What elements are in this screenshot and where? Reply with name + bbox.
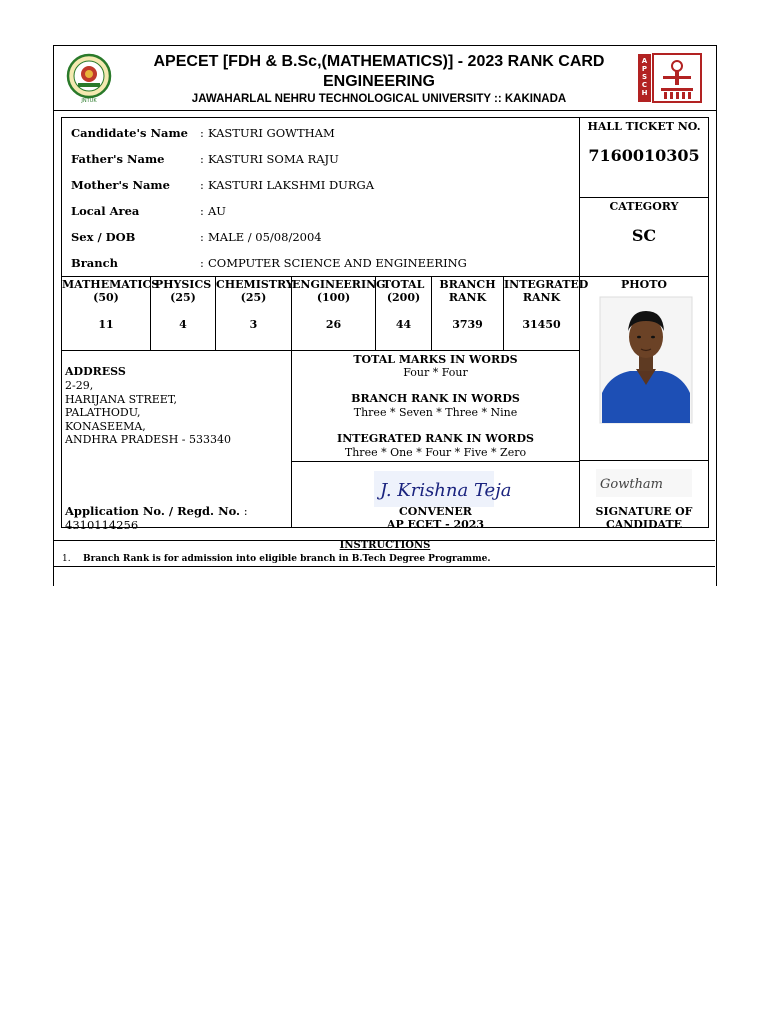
svg-text:H: H [641,89,648,97]
signature-label: SIGNATURE OF [595,505,693,518]
category-value: SC [631,226,657,245]
application-value: : 4310114256 [65,504,248,532]
branch-words-value: Three * Seven * Three * Nine [353,406,518,419]
card-title: APECET [FDH & B.Sc,(MATHEMATICS)] - 2023 RANK CARD [153,53,605,70]
svg-text:P: P [641,65,648,73]
marks-cell-mathematics: MATHEMATICS (50) 11 [61,276,151,351]
father-name-value: KASTURI SOMA RAJU [208,152,339,166]
marks-cell-branch-rank: BRANCH RANK 3739 [431,276,504,351]
total-words-label: TOTAL MARKS IN WORDS [353,353,518,366]
candidate-signature-text: Gowtham [600,477,664,492]
apsche-logo-icon [636,52,704,104]
svg-text:C: C [641,81,648,89]
convener-label: CONVENER [399,505,472,518]
card-subtitle: ENGINEERING [322,73,435,90]
address-line: 2-29, [65,379,94,392]
application-number [65,504,291,532]
address-label: ADDRESS [65,365,126,378]
branch-value: COMPUTER SCIENCE AND ENGINEERING [208,256,467,270]
sex-dob-label: Sex / DOB [71,230,136,244]
convener-box [291,461,580,531]
integrated-rank: 31450 [522,318,561,331]
engineering-marks: 26 [325,318,342,331]
marks-cell-total: TOTAL (200) 44 [375,276,432,351]
photo-label: PHOTO [620,278,667,291]
branch-rank: 3739 [452,318,483,331]
marks-cell-integrated-rank: INTEGRATED RANK 31450 [503,276,580,351]
branch-label: Branch [71,256,118,270]
instructions-bottom-divider [53,566,715,567]
photo-box [579,276,709,461]
chemistry-marks: 3 [249,318,258,331]
instruction-text: Branch Rank is for admission into eligible branch in B.Tech Degree Programme. [83,554,491,564]
application-label: Application No. / Regd. No. [65,504,241,518]
hall-ticket-label: HALL TICKET NO. [587,120,701,133]
address-line: HARIJANA STREET, [65,392,178,406]
marks-cell-engineering: ENGINEERING (100) 26 [291,276,376,351]
father-name-label: Father's Name [71,152,165,166]
category-box [579,197,709,277]
integrated-words-value: Three * One * Four * Five * Zero [344,446,527,459]
category-label: CATEGORY [609,200,679,213]
total-words-value: Four * Four [403,366,468,379]
sex-dob-value: MALE / 05/08/2004 [208,230,322,244]
instruction-number: 1. [62,554,71,564]
branch-words-label: BRANCH RANK IN WORDS [351,392,520,405]
total-marks: 44 [395,318,412,331]
mother-name-label: Mother's Name [71,178,170,192]
card-header [54,46,716,111]
candidate-signature [596,469,692,497]
candidate-details: Candidate's Name : KASTURI GOWTHAM Father's Name : KASTURI SOMA RAJU Mother's Name : KASTURI LAKSHMI DURGA Local Area : AU Sex / DOB : MALE / 05/08/2004 Branch : COMPUTER SCIENCE AND ENGINEERING [61,117,580,277]
rank-card [53,45,717,586]
candidate-name-value: KASTURI GOWTHAM [208,126,335,140]
marks-cell-chemistry: CHEMISTRY (25) 3 [215,276,292,351]
svg-text:JNTUK: JNTUK [81,98,97,104]
address-line: ANDHRA PRADESH - 533340 [65,433,232,446]
hall-ticket-number: 7160010305 [588,146,700,165]
address-box [61,350,292,532]
candidate-photo [600,297,692,423]
hall-ticket-box [579,117,709,198]
signature-label-2: CANDIDATE [605,518,683,531]
address-line: PALATHODU, [65,406,141,419]
convener-signature-text: J. Krishna Teja [380,480,512,501]
convener-exam: AP ECET - 2023 [386,518,485,531]
candidate-name-label: Candidate's Name [71,126,188,140]
svg-text:A: A [641,57,648,65]
address-line: KONASEEMA, [65,419,146,433]
mother-name-value: KASTURI LAKSHMI DURGA [208,178,375,192]
physics-marks: 4 [179,318,187,331]
marks-cell-physics: PHYSICS (25) 4 [150,276,216,351]
jntu-logo-icon [66,52,112,104]
local-area-value: AU [208,204,226,218]
local-area-label: Local Area [71,204,140,218]
svg-text:S: S [641,73,648,81]
mathematics-marks: 11 [98,318,114,331]
convener-signature [374,471,512,507]
instructions-title: INSTRUCTIONS [339,540,431,551]
words-box [291,350,580,462]
university-name: JAWAHARLAL NEHRU TECHNOLOGICAL UNIVERSITY :: KAKINADA [191,93,567,105]
integrated-words-label: INTEGRATED RANK IN WORDS [337,432,534,445]
candidate-signature-box [579,460,709,531]
